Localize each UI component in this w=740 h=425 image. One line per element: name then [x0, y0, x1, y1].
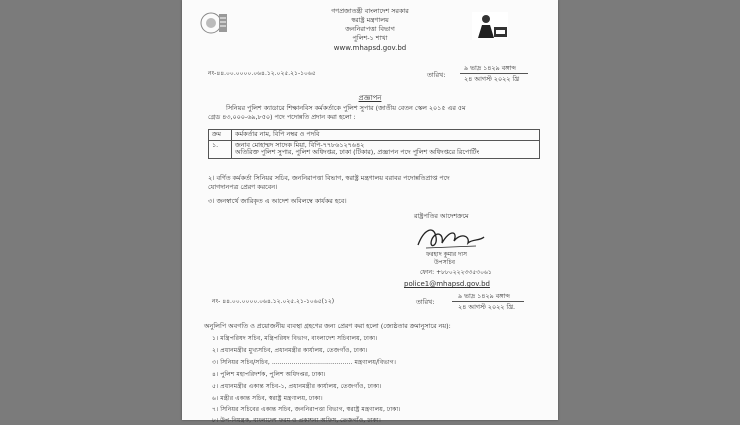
list-item: ৮। উপ-নিয়ন্ত্রক, বাংলাদেশ ফরম ও প্রকাশনা অফিস, তেজগাঁও, ঢাকা। [212, 417, 381, 424]
header-line4: পুলিশ-১ শাখা [352, 34, 388, 42]
intro-line2: গ্রেড ৪৩,০০০-৬৯,৮৫০) পদে পদোন্নতি প্রদান করা হলো : [208, 113, 356, 121]
list-item: ৫। প্রধানমন্ত্রীর একান্ত সচিব-১, প্রধানমন্ত্রীর কার্যালয়, তেজগাঁও, ঢাকা। [212, 383, 382, 390]
header-line2: স্বরাষ্ট্র মন্ত্রণালয় [351, 16, 389, 24]
government-seal-logo [200, 10, 228, 36]
table-cell-officer [232, 140, 540, 158]
header-line3: জননিরাপত্তা বিভাগ [345, 25, 395, 33]
para2-line2: যোগদানপত্র প্রেরণ করবেন। [208, 183, 278, 191]
officer-name: জনাব মোহাম্মদ সাদেক মিয়া, বিপি-৭৭৮৬১২৭৬৪২ [235, 140, 365, 149]
table-header-name: কর্মকর্তার নাম, বিপি নম্বর ও পদবি [232, 130, 540, 141]
table-row [209, 140, 540, 158]
intro-line1: সিনিয়র পুলিশ ক্যাডারে শিক্ষানবিস কর্মকর্তাকে পুলিশ সুপার (জাতীয় বেতন স্কেল ২০১৫ এর ৫ম [226, 104, 466, 112]
signature-icon [414, 223, 490, 253]
header-line1: গণপ্রজাতন্ত্রী বাংলাদেশ সরকার [331, 7, 409, 15]
memo-date-bangla: ৯ ভাদ্র ১৪২৯ বঙ্গাব্দ [464, 64, 516, 72]
signature-email[interactable]: police1@mhapsd.gov.bd [404, 280, 490, 288]
signature-by-order: রাষ্ট্রপতির আদেশক্রমে [414, 212, 469, 220]
para2-line1: ২। বর্ণিত কর্মকর্তা সিনিয়র সচিব, জননিরাপত্তা বিভাগ, স্বরাষ্ট্র মন্ত্রণালয় বরাবর পদোন্নতিপ্রাপ্ত পদে [208, 174, 450, 182]
memo2-number: নং- ৪৪.০০.০০০০.০৬৪.১২.০২৫.২১-১০৬৫(১২) [212, 298, 335, 305]
list-item: ২। প্রধানমন্ত্রীর মুখ্যসচিব, প্রধানমন্ত্রীর কার্যালয়, তেজগাঁও, ঢাকা। [212, 347, 368, 354]
memo2-date-bangla: ৯ ভাদ্র ১৪২৯ বঙ্গাব্দ [458, 292, 510, 300]
officer-posting: অতিরিক্ত পুলিশ সুপার, পুলিশ অধিদপ্তর, ঢাকা (টিকার), প্রজ্ঞাপন পদে পুলিশ অধিদপ্তরে রিপোর্টিং [235, 148, 480, 156]
distribution-intro: অনুলিপি অবগতি ও প্রয়োজনীয় ব্যবস্থা গ্রহণের জন্য প্রেরণ করা হলো (জ্যেষ্ঠতার ক্রমানুসারে নয়): [204, 322, 451, 330]
memo-date-english: ২৪ আগস্ট ২০২২ খ্রি [464, 75, 520, 83]
memo2-date-label: তারিখ: [416, 298, 435, 306]
promotion-table [208, 129, 540, 159]
table-cell-no: ১. [209, 140, 232, 158]
memo-number: নং-৪৪.০০.০০০০.০৬৪.১২.০২৫.২১-১০৬৫ [208, 70, 316, 77]
document-page [182, 0, 558, 424]
signature-name: ফরহাদ কুমার দাস [426, 251, 467, 258]
signature-designation: উপসচিব [434, 259, 456, 266]
list-item: ৩। সিনিয়র সচিব/সচিব, ......................................... মন্ত্রণালয়/বিভাগ। [212, 359, 396, 366]
table-header-row [209, 130, 540, 141]
list-item: ৪। পুলিশ মহাপরিদর্শক, পুলিশ অধিদপ্তর, ঢাকা। [212, 371, 326, 378]
list-item: ৬। মন্ত্রীর একান্ত সচিব, স্বরাষ্ট্র মন্ত্রণালয়, ঢাকা। [212, 395, 323, 402]
para3: ৩। জনস্বার্থে জারিকৃত এ আদেশ অবিলম্বে কার্যকর হবে। [208, 197, 347, 205]
mujib-portrait-badge [472, 12, 508, 40]
signature-phone: ফোন: +৮৮০২২২৩৩৫৩০৬১ [420, 269, 492, 276]
table-header-no: ক্রম [209, 130, 232, 141]
memo-date-label: তারিখ: [427, 71, 446, 79]
memo2-date-english: ২৪ আগস্ট ২০২২ খ্রি. [458, 303, 516, 311]
header-website[interactable]: www.mhapsd.gov.bd [333, 44, 407, 52]
document-title: প্রজ্ঞাপন [358, 94, 382, 102]
list-item: ৭। সিনিয়র সচিবের একান্ত সচিব, জননিরাপত্তা বিভাগ, স্বরাষ্ট্র মন্ত্রণালয়, ঢাকা। [212, 406, 401, 413]
list-item: ১। মন্ত্রিপরিষদ সচিব, মন্ত্রিপরিষদ বিভাগ, বাংলাদেশ সচিবালয়, ঢাকা। [212, 335, 378, 342]
